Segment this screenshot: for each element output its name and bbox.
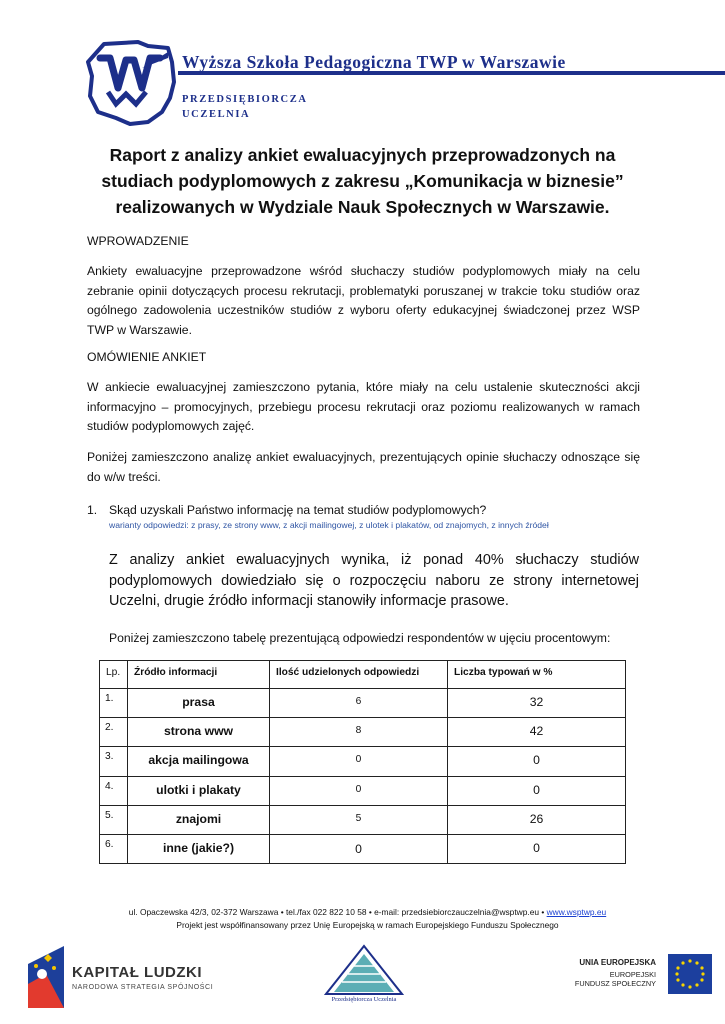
page-footer: [105, 906, 630, 931]
header-source: Źródło informacji: [128, 661, 270, 689]
question-summary: Z analizy ankiet ewaluacyjnych wynika, iż ponad 40% słuchaczy studiów podyplomowych dowiedziało się o rozpoczęciu naboru ze strony internetowej Uczelni, drugie źródło informacji stanowiły informacje prasowe.: [109, 552, 639, 609]
row-source: prasa: [128, 689, 270, 718]
row-source: ulotki i plakaty: [128, 776, 270, 805]
website-link[interactable]: www.wsptwp.eu: [546, 907, 607, 917]
table-intro: Poniżej zamieszczono tabelę prezentującą odpowiedzi respondentów w ujęciu procentowym:: [109, 631, 611, 645]
row-count: 0: [270, 834, 448, 863]
table-row: [100, 805, 626, 834]
row-percent: 0: [448, 834, 626, 863]
przedsiebiorcza-uczelnia-caption: Przedsiębiorcza Uczelnia: [331, 996, 397, 1003]
review-paragraph: W ankiecie ewaluacyjnej zamieszczono pytania, które miały na celu ustalenie skuteczności akcji informacyjno – promocyjnych, przebiegu procesu rekrutacji oraz poziomu realizowanych w ramach studiów podyplomowych zajęć.: [87, 380, 640, 433]
row-source: inne (jakie?): [128, 834, 270, 863]
university-logo-icon: [86, 38, 178, 126]
question-text: Skąd uzyskali Państwo informację na temat studiów podyplomowych?: [109, 503, 487, 517]
row-count: 6: [270, 689, 448, 718]
question-number: 1.: [87, 503, 98, 517]
intro-paragraph: Ankiety ewaluacyjne przeprowadzone wśród słuchaczy studiów podyplomowych miały na celu zebranie opinii dotyczących procesu rekrutacji, problematyki poruszanej w trakcie toku studiów oraz ogólnego zadowolenia uczestników studiów z wyboru oferty edukacyjnej świadczonej przez WSP TWP w Warszawie.: [87, 264, 640, 337]
row-percent: 0: [448, 776, 626, 805]
analysis-paragraph: Poniżej zamieszczono analizę ankiet ewaluacyjnych, prezentujących opinie słuchaczy odnoszące się do w/w treści.: [87, 450, 640, 484]
header-tagline: [182, 92, 308, 122]
row-lp: 2.: [100, 718, 128, 747]
row-count: 8: [270, 718, 448, 747]
row-lp: 5.: [100, 805, 128, 834]
table-row: [100, 718, 626, 747]
table-row: [100, 834, 626, 863]
results-table: [99, 660, 626, 864]
table-row: [100, 689, 626, 718]
header-lp: Lp.: [100, 661, 128, 689]
row-count: 0: [270, 747, 448, 776]
row-source: strona www: [128, 718, 270, 747]
row-count: 5: [270, 805, 448, 834]
row-lp: 4.: [100, 776, 128, 805]
eu-flag-icon: [668, 954, 712, 994]
row-source: znajomi: [128, 805, 270, 834]
przedsiebiorcza-uczelnia-logo-icon: [324, 944, 404, 996]
funding-logos: [0, 938, 725, 1024]
eu-subtitle: [540, 970, 656, 989]
review-heading: OMÓWIENIE ANKIET: [87, 350, 207, 364]
eu-subtitle-line1: EUROPEJSKI: [609, 970, 656, 979]
row-lp: 1.: [100, 689, 128, 718]
answer-variants: warianty odpowiedzi: z prasy, ze strony www, z akcji mailingowej, z ulotek i plakatów, od znajomych, z innych źródeł: [109, 520, 549, 530]
row-percent: 26: [448, 805, 626, 834]
header-percent: Liczba typowań w %: [448, 661, 626, 689]
table-row: [100, 747, 626, 776]
footer-funding: Projekt jest współfinansowany przez Unię Europejską w ramach Europejskiego Funduszu Społecznego: [176, 919, 559, 930]
university-name: Wyższa Szkoła Pedagogiczna TWP w Warszawie: [182, 52, 566, 72]
intro-heading: WPROWADZENIE: [87, 234, 189, 248]
row-percent: 32: [448, 689, 626, 718]
row-count: 0: [270, 776, 448, 805]
row-source: akcja mailingowa: [128, 747, 270, 776]
tagline-line1: PRZEDSIĘBIORCZA: [182, 94, 308, 105]
row-lp: 3.: [100, 747, 128, 776]
kapital-ludzki-title: KAPITAŁ LUDZKI: [72, 964, 203, 981]
tagline-line2: UCZELNIA: [182, 109, 251, 120]
footer-contact: [105, 906, 630, 919]
eu-title: UNIA EUROPEJSKA: [579, 958, 656, 967]
document-title: Raport z analizy ankiet ewaluacyjnych przeprowadzonych na studiach podyplomowych z zakresu „Komunikacja w biznesie” realizowanych w Wydziale Nauk Społecznych w Warszawie.: [101, 145, 624, 217]
footer-address: ul. Opaczewska 42/3, 02-372 Warszawa • tel./fax 022 822 10 58 • e-mail: przedsiebiorczauczelnia@wsptwp.eu •: [128, 907, 547, 917]
header-count: Ilość udzielonych odpowiedzi: [270, 661, 448, 689]
row-percent: 42: [448, 718, 626, 747]
kapital-ludzki-subtitle: NARODOWA STRATEGIA SPÓJNOŚCI: [72, 984, 214, 991]
row-lp: 6.: [100, 834, 128, 863]
eu-subtitle-line2: FUNDUSZ SPOŁECZNY: [574, 979, 656, 989]
table-header-row: [100, 661, 626, 689]
page-header: [86, 38, 646, 128]
table-row: [100, 776, 626, 805]
row-percent: 0: [448, 747, 626, 776]
kapital-ludzki-logo-icon: [24, 944, 66, 1010]
question-1: [87, 503, 486, 517]
